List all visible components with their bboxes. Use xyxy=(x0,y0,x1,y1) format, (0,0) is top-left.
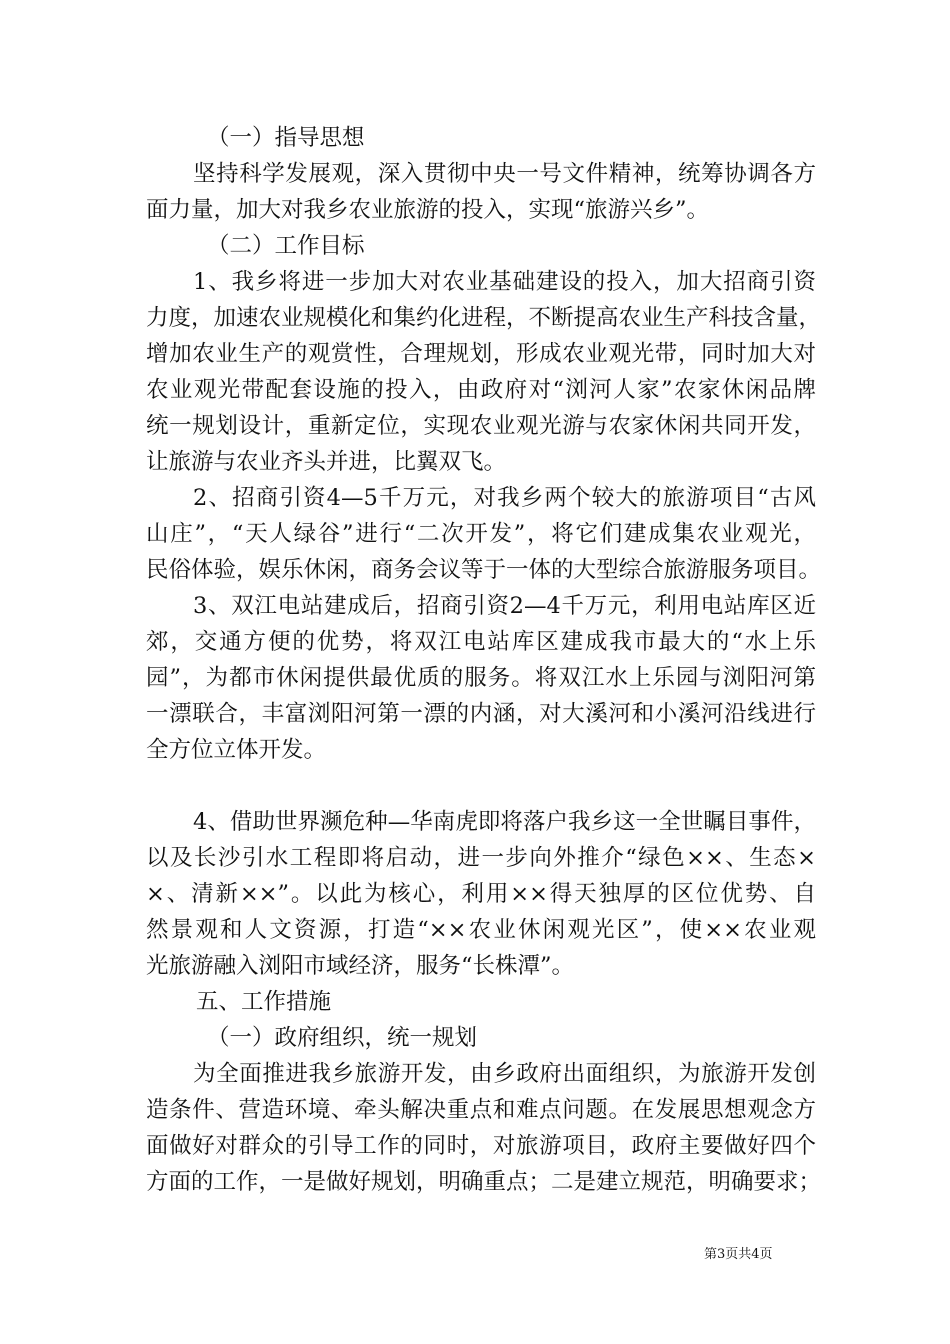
paragraph-line: 1、我乡将进一步加大对农业基础建设的投入，加大招商引资 xyxy=(193,269,816,295)
paragraph-line: 增加农业生产的观赏性，合理规划，形成农业观光带，同时加大对 xyxy=(146,341,816,367)
paragraph-line: 一漂联合，丰富浏阳河第一漂的内涵，对大溪河和小溪河沿线进行 xyxy=(146,701,816,727)
paragraph-line: 2、招商引资4—5千万元，对我乡两个较大的旅游项目“古风 xyxy=(193,485,816,511)
paragraph-line: 然景观和人文资源，打造“××农业休闲观光区”，使××农业观 xyxy=(146,917,816,943)
paragraph-line: 全方位立体开发。 xyxy=(146,737,327,763)
paragraph-line: 面力量，加大对我乡农业旅游的投入，实现“旅游兴乡”。 xyxy=(146,197,710,223)
paragraph-line: 郊，交通方便的优势，将双江电站库区建成我市最大的“水上乐 xyxy=(146,629,816,655)
paragraph-line: 3、双江电站建成后，招商引资2—4千万元，利用电站库区近 xyxy=(193,593,816,619)
paragraph-line: 让旅游与农业齐头并进，比翼双飞。 xyxy=(146,449,507,475)
paragraph-line: 山庄”，“天人绿谷”进行“二次开发”，将它们建成集农业观光， xyxy=(146,521,816,547)
paragraph-line: 方面的工作，一是做好规划，明确重点；二是建立规范，明确要求； xyxy=(146,1169,822,1195)
paragraph-line: 坚持科学发展观，深入贯彻中央一号文件精神，统筹协调各方 xyxy=(193,161,816,187)
paragraph-line: ×、清新××”。以此为核心，利用××得天独厚的区位优势、自 xyxy=(146,881,816,907)
paragraph-line: 造条件、营造环境、牵头解决重点和难点问题。在发展思想观念方 xyxy=(146,1097,816,1123)
heading-work-goals: （二）工作目标 xyxy=(207,233,365,259)
paragraph-line: 农业观光带配套设施的投入，由政府对“浏河人家”农家休闲品牌 xyxy=(146,377,816,403)
paragraph-line: 4、借助世界濒危种—华南虎即将落户我乡这一全世瞩目事件， xyxy=(193,809,816,835)
paragraph-line: 力度，加速农业规模化和集约化进程，不断提高农业生产科技含量， xyxy=(146,305,822,331)
paragraph-line: 以及长沙引水工程即将启动，进一步向外推介“绿色××、生态× xyxy=(146,845,816,871)
heading-work-measures: 五、工作措施 xyxy=(196,989,332,1015)
heading-guiding-ideology: （一）指导思想 xyxy=(207,125,365,151)
paragraph-line: 为全面推进我乡旅游开发，由乡政府出面组织，为旅游开发创 xyxy=(193,1061,816,1087)
heading-government-organization: （一）政府组织，统一规划 xyxy=(207,1025,478,1051)
paragraph-line: 统一规划设计，重新定位，实现农业观光游与农家休闲共同开发， xyxy=(146,413,816,439)
paragraph-line: 面做好对群众的引导工作的同时，对旅游项目，政府主要做好四个 xyxy=(146,1133,816,1159)
paragraph-line: 民俗体验，娱乐休闲，商务会议等于一体的大型综合旅游服务项目。 xyxy=(146,557,822,583)
paragraph-line: 光旅游融入浏阳市域经济，服务“长株潭”。 xyxy=(146,953,575,979)
paragraph-line: 园”，为都市休闲提供最优质的服务。将双江水上乐园与浏阳河第 xyxy=(146,665,816,691)
page-number: 第3页共4页 xyxy=(704,1247,773,1262)
